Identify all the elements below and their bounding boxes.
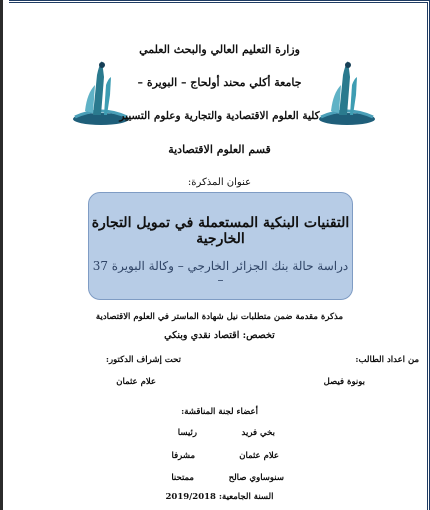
- department-name: قسم العلوم الاقتصادية: [168, 143, 271, 156]
- committee-member-name: سنوساوي صالح: [228, 473, 284, 483]
- memo-subtitle: دراسة حالة بنك الجزائر الخارجي – وكالة البويرة 37 –: [92, 259, 349, 287]
- memo-title: التقنيات البنكية المستعملة في تمويل التجارة الخارجية: [91, 215, 350, 247]
- prepared-by-label: من اعداد الطالب:: [355, 355, 419, 365]
- left-frame-line: [0, 0, 3, 510]
- committee-member-role: مشرفا: [171, 451, 195, 461]
- committee-member-role: ممتحنا: [171, 473, 194, 483]
- committee-member-name: بخي فريد: [241, 428, 275, 438]
- specialty: تخصص: اقتصاد نقدي وبنكي: [164, 330, 275, 341]
- title-box: [88, 192, 353, 300]
- student-name: بونوة فيصل: [323, 377, 365, 387]
- committee-label: أعضاء لجنة المناقشة:: [181, 407, 258, 417]
- supervisor-name: علام عثمان: [116, 377, 156, 387]
- committee-member-role: رئيسا: [177, 428, 197, 438]
- committee-member-name: علام عثمان: [239, 451, 279, 461]
- ministry-name: وزارة التعليم العالي والبحث العلمي: [139, 43, 300, 56]
- supervisor-label: تحت إشراف الدكتور:: [105, 355, 181, 365]
- university-name: جامعة أكلي محند أولحاج – البويرة –: [137, 76, 302, 89]
- memo-title-label: عنوان المذكرة:: [187, 177, 252, 188]
- faculty-name: كلية العلوم الاقتصادية والتجارية وعلوم التسيير: [119, 110, 320, 122]
- academic-year: السنة الجامعية: 2019/2018: [165, 492, 274, 502]
- title-page: [9, 0, 430, 510]
- memo-purpose: مذكرة مقدمة ضمن متطلبات نيل شهادة الماستر في العلوم الاقتصادية: [95, 312, 344, 322]
